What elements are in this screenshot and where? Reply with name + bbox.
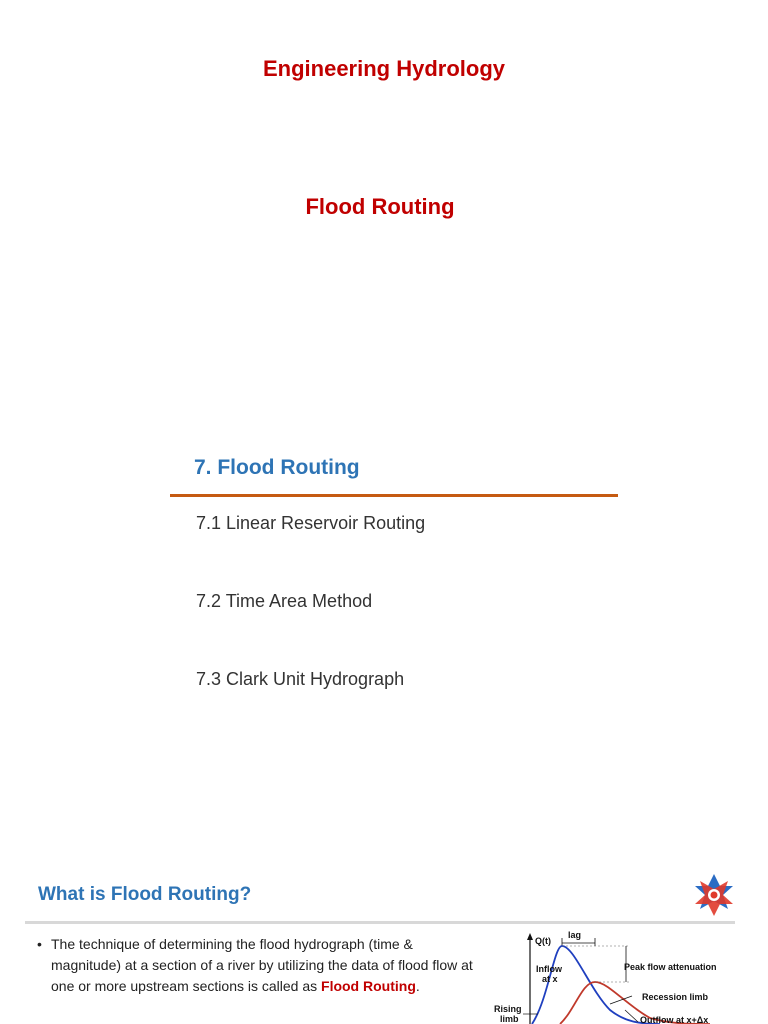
document-title: Engineering Hydrology <box>262 56 506 81</box>
section-heading: 7. Flood Routing <box>194 456 360 479</box>
contents-item: 7.3 Clark Unit Hydrograph <box>196 669 405 689</box>
contents-item: 7.2 Time Area Method <box>196 591 373 611</box>
highlight-term: Flood Routing <box>321 978 416 994</box>
inflow-label: Inflow <box>536 964 562 974</box>
definition-text: The technique of determining the flood hydrograph (time & magnitude) at a section of a river by utilizing the data of flood flow at one or more upstream sections is called as <box>51 936 473 994</box>
peak-attenuation-label: Peak flow attenuation <box>624 962 717 972</box>
hydrograph-figure <box>490 930 740 1024</box>
rising-limb-label: limb <box>500 1014 519 1024</box>
slide-what-is-flood-routing <box>0 860 768 1024</box>
recession-limb-label: Recession limb <box>642 992 709 1002</box>
lag-label: lag <box>568 930 582 940</box>
definition-paragraph <box>37 934 482 997</box>
rising-limb-label: Rising <box>494 1004 522 1014</box>
axis-arrow-icon <box>527 933 533 940</box>
slide-heading: What is Flood Routing? <box>38 884 252 905</box>
star-emblem-icon <box>694 872 734 918</box>
axis-label: Q(t) <box>535 936 551 946</box>
section-divider <box>170 494 618 497</box>
document-subtitle: Flood Routing <box>305 194 455 219</box>
bullet-marker: • <box>37 936 42 952</box>
slide-divider <box>25 921 735 924</box>
contents-item: 7.1 Linear Reservoir Routing <box>196 513 426 533</box>
outflow-label: Outflow at x+Δx <box>640 1015 709 1024</box>
inflow-label: at x <box>542 974 558 984</box>
definition-end: . <box>415 978 420 994</box>
